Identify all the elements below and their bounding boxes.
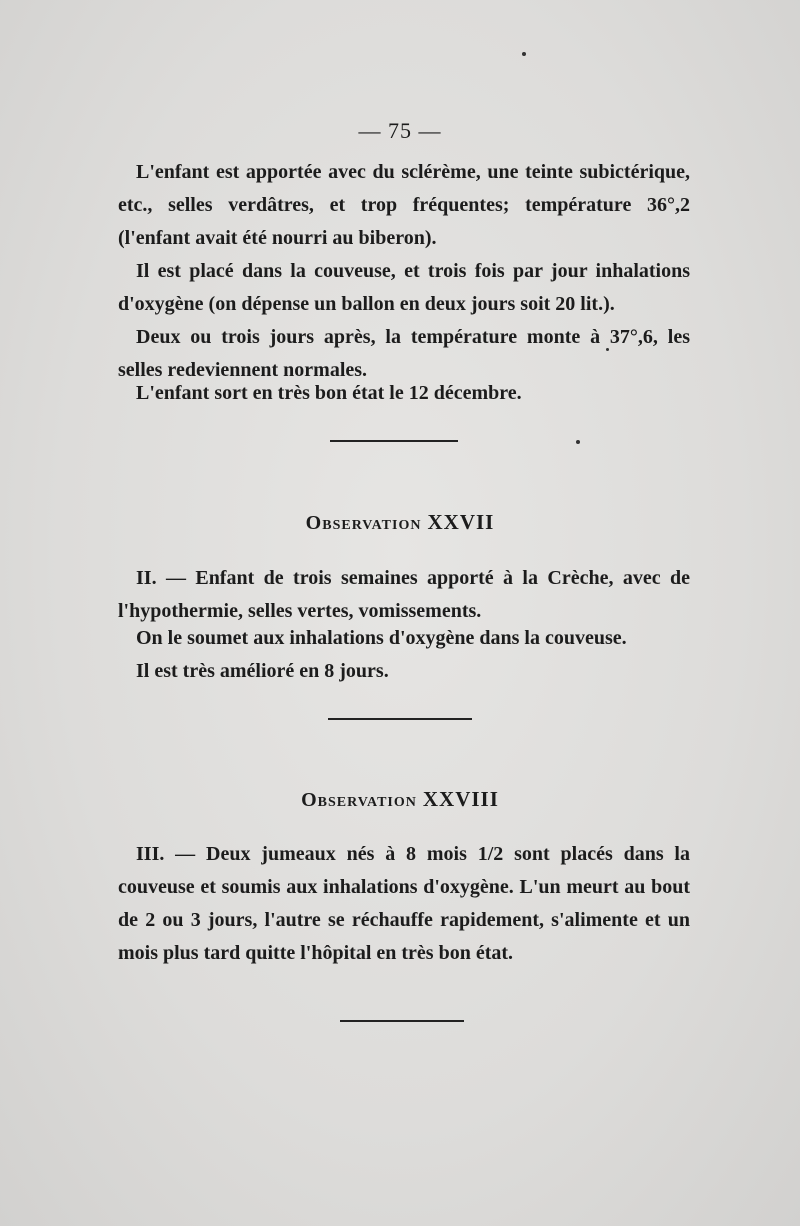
observation-27-number: XXVII xyxy=(427,510,495,534)
observation-27-paragraph-2: On le soumet aux inhalations d'oxygène dans la couveuse. xyxy=(136,627,627,649)
observation-28-label: Observation xyxy=(301,789,417,811)
observation-28-heading xyxy=(0,787,800,812)
section-divider-3 xyxy=(340,1020,464,1022)
observation-27-label: Observation xyxy=(305,512,422,534)
paragraph-4: L'enfant sort en très bon état le 12 décembre. xyxy=(136,382,522,404)
section-divider-2 xyxy=(328,718,472,720)
paragraph-3: Deux ou trois jours après, la température monte à 37°,6, les selles redeviennent normales. xyxy=(118,326,690,381)
print-speck xyxy=(576,440,580,444)
paragraph-1: L'enfant est apportée avec du sclérème, une teinte subictérique, etc., selles verdâtres, et trop fréquentes; température 36°,2 (l'enfant avait été nourri au biberon). xyxy=(118,161,690,249)
section-divider-1 xyxy=(330,440,458,442)
observation-28-number: XXVIII xyxy=(422,787,499,811)
paragraph-2: Il est placé dans la couveuse, et trois fois par jour inhalations d'oxygène (on dépense un ballon en deux jours soit 20 lit.). xyxy=(118,260,690,315)
observation-27-paragraph-3: Il est très amélioré en 8 jours. xyxy=(136,660,389,682)
observation-28-paragraph-1: III. — Deux jumeaux nés à 8 mois 1/2 sont placés dans la couveuse et soumis aux inhalations d'oxygène. L'un meurt au bout de 2 ou 3 jours, l'autre se réchauffe rapidement, s'alimente et un mois plus tard quitte l'hôpital en très bon état. xyxy=(118,843,690,964)
page-number: — 75 — xyxy=(358,118,442,143)
observation-27-heading xyxy=(0,510,800,535)
print-speck xyxy=(522,52,526,56)
print-speck xyxy=(606,348,609,351)
observation-27-paragraph-1: II. — Enfant de trois semaines apporté à la Crèche, avec de l'hypothermie, selles vertes, vomissements. xyxy=(118,567,690,622)
